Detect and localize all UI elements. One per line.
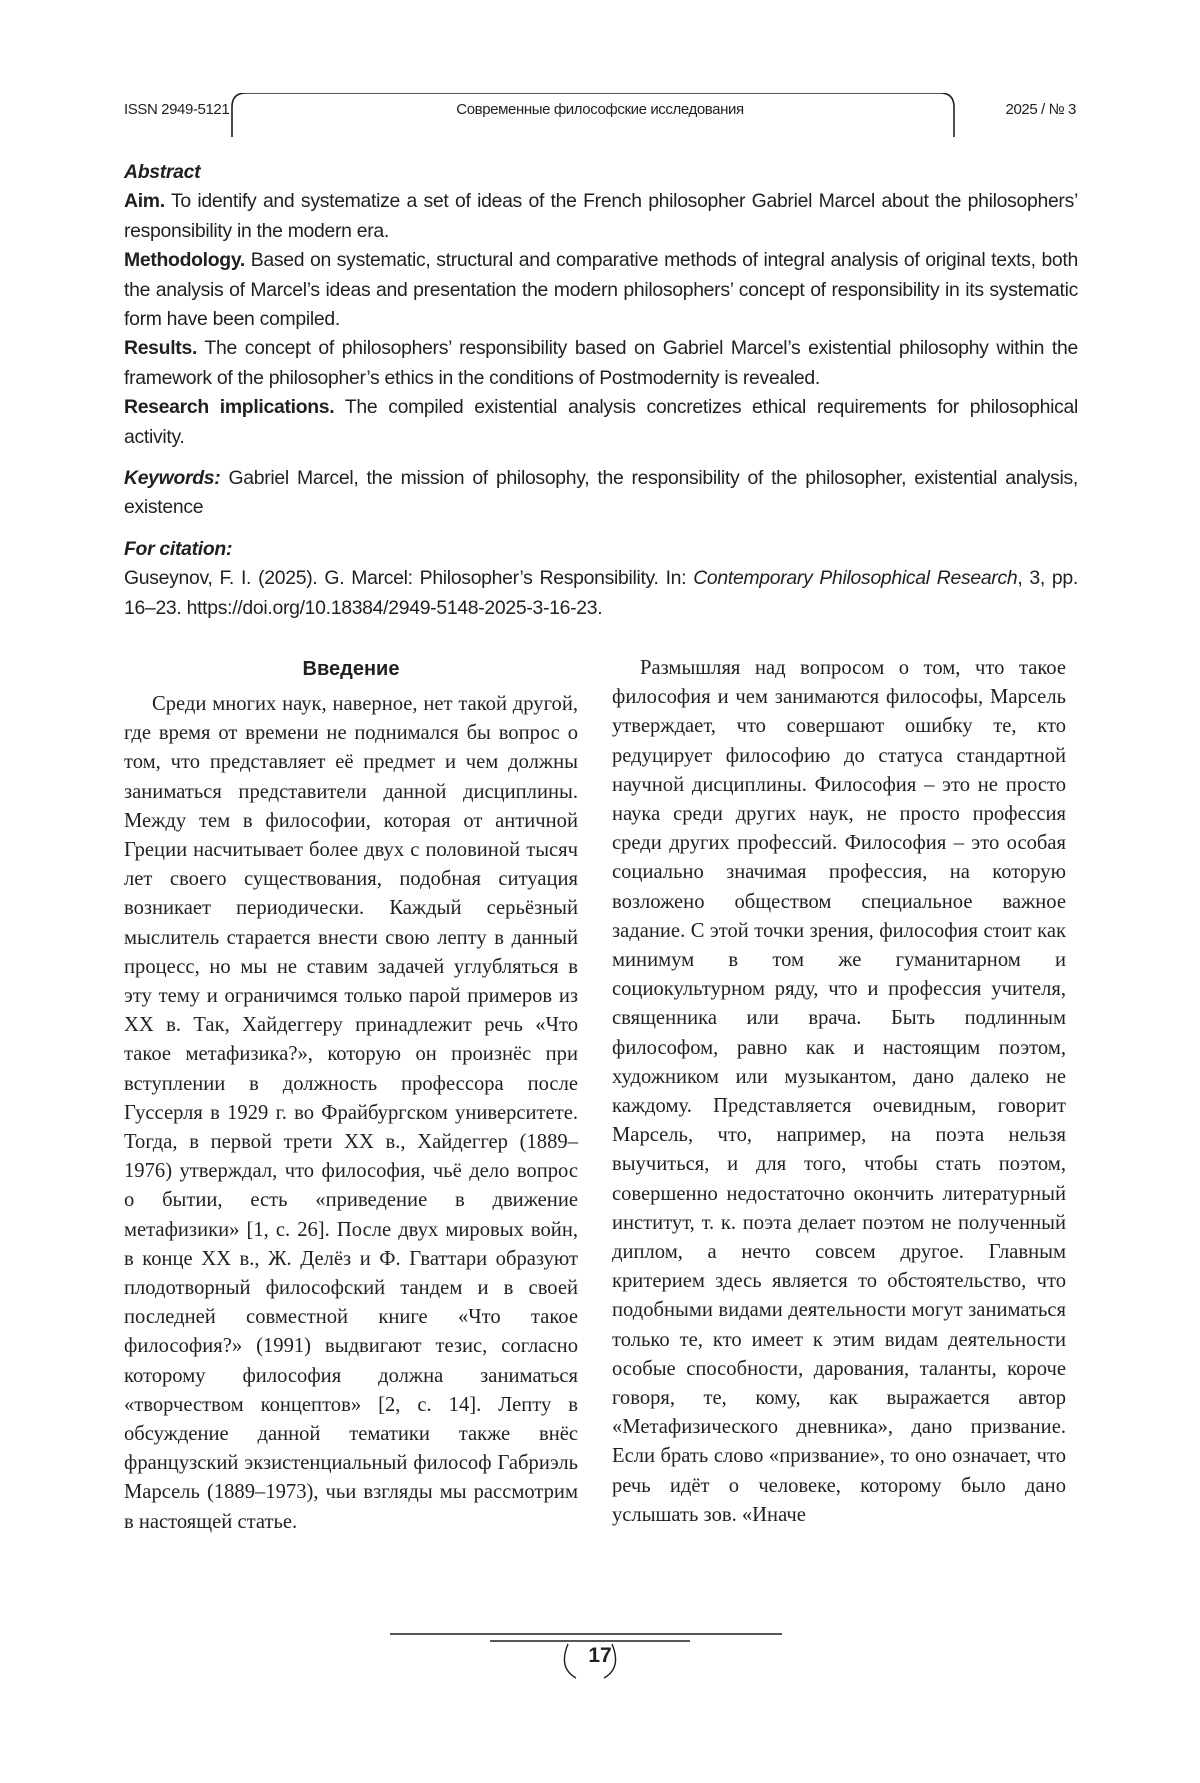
keywords-label: Keywords: [124, 467, 221, 490]
results-label: Results. [124, 337, 198, 360]
body-paragraph: Среди многих наук, наверное, нет такой другой, где время от времени не поднимался бы вопрос о том, что представляет её предмет и чем должны заниматься представители данной дисциплины. Между тем в философии, которая от античной Греции насчитывает более двух с половиной тысяч лет своего существования, подобная ситуация возникает периодически. Каждый серьёзный мыслитель старается внести свою лепту в данный процесс, но мы не ставим задачей углубляться в эту тему и ограничимся только парой примеров из XX в. Так, Хайдеггеру принадлежит речь «Что такое метафизика?», которую он произнёс при вступлении в должность профессора после Гуссерля в 1929 г. во Фрайбургском университете. Тогда, в первой трети XX в., Хайдеггер (1889–1976) утверждал, что философия, чьё дело вопрос о бытии, есть «приведение в движение метафизики» [1, с. 26]. После двух мировых войн, в конце XX в., Ж. Делёз и Ф. Гваттари образуют плодотворный философский тандем и в своей последней совместной книге «Что такое философия?» (1991) выдвигают тезис, согласно которому философия должна заниматься «творчеством концептов» [2, с. 14]. Лепту в обсуждение данной тематики также внёс французский экзистенциальный философ Габриэль Марсель (1889–1973), чьи взгляды мы рассмотрим в настоящей статье. [124, 693, 578, 1533]
header-issue: 2025 / № 3 [1005, 101, 1076, 118]
page-number: 17 [588, 1644, 612, 1667]
keywords [124, 464, 1078, 523]
section-heading: Введение [302, 658, 400, 680]
header-journal-title: Современные философские исследования [456, 101, 744, 118]
body-column-left [124, 654, 578, 1537]
body-column-right [612, 654, 1066, 1530]
header-issn: ISSN 2949-5121 [124, 101, 230, 118]
results-text: The concept of philosophers’ responsibility based on Gabriel Marcel’s existential philosophy within the framework of the philosopher’s ethics in the conditions of Postmodernity is revealed. [124, 337, 1078, 389]
aim-text: To identify and systematize a set of ideas of the French philosopher Gabriel Marcel about the philosophers’ responsibility in the modern era. [124, 190, 1078, 242]
implications-text: The compiled existential analysis concretizes ethical requirements for philosophical activity. [124, 396, 1078, 448]
abstract-title: Abstract [124, 161, 201, 183]
abstract-implications [124, 393, 1078, 452]
methodology-text: Based on systematic, structural and comparative methods of integral analysis of original texts, both the analysis of Marcel’s ideas and presentation the modern philosophers’ concept of responsibility in its systematic form have been compiled. [124, 249, 1078, 331]
abstract-results [124, 334, 1078, 393]
keywords-text: Gabriel Marcel, the mission of philosophy, the responsibility of the philosopher, existential analysis, existence [124, 467, 1078, 519]
aim-label: Aim. [124, 190, 165, 213]
abstract-aim [124, 187, 1078, 246]
citation-text [124, 564, 1078, 623]
abstract-methodology [124, 246, 1078, 334]
citation-text-before: Guseynov, F. I. (2025). G. Marcel: Philosopher’s Responsibility. In: [124, 567, 694, 590]
citation-label: For citation: [124, 537, 233, 560]
implications-label: Research implications. [124, 396, 335, 419]
body-paragraph: Размышляя над вопросом о том, что такое философия и чем занимаются философы, Марсель утверждает, что совершают ошибку те, кто редуцирует философию до статуса стандартной научной дисциплины. Философия – это не просто наука среди других наук, не просто профессия среди других профессий. Философия – это особая социально значимая профессия, на которую возложено обществом специальное важное задание. С этой точки зрения, философия стоит как минимум в том же гуманитарном и социокультурном ряду, что и профессия учителя, священника или врача. Быть подлинным философом, равно как и настоящим поэтом, художником или музыкантом, дано далеко не каждому. Представляется очевидным, говорит Марсель, что, например, на поэта нельзя выучиться, и для того, чтобы стать поэтом, совершенно недостаточно окончить литературный институт, т. к. поэта делает поэтом не полученный диплом, а нечто совсем другое. Главным критерием здесь является то обстоятельство, что подобными видами деятельности могут заниматься только те, кто имеет к этим видам деятельности особые способности, дарования, таланты, короче говоря, те, кому, как выражается автор «Метафизического дневника», дано призвание. Если брать слово «призвание», то оно означает, что речь идёт о человеке, которому было дано услышать зов. «Иначе [612, 657, 1066, 1526]
methodology-label: Methodology. [124, 249, 245, 272]
abstract-section [124, 158, 1078, 623]
citation-text-after: , 3, pp. 16–23. https://doi.org/10.18384/2949-5148-2025-3-16-23. [124, 567, 1078, 619]
citation-journal: Contemporary Philosophical Research [693, 567, 1018, 590]
